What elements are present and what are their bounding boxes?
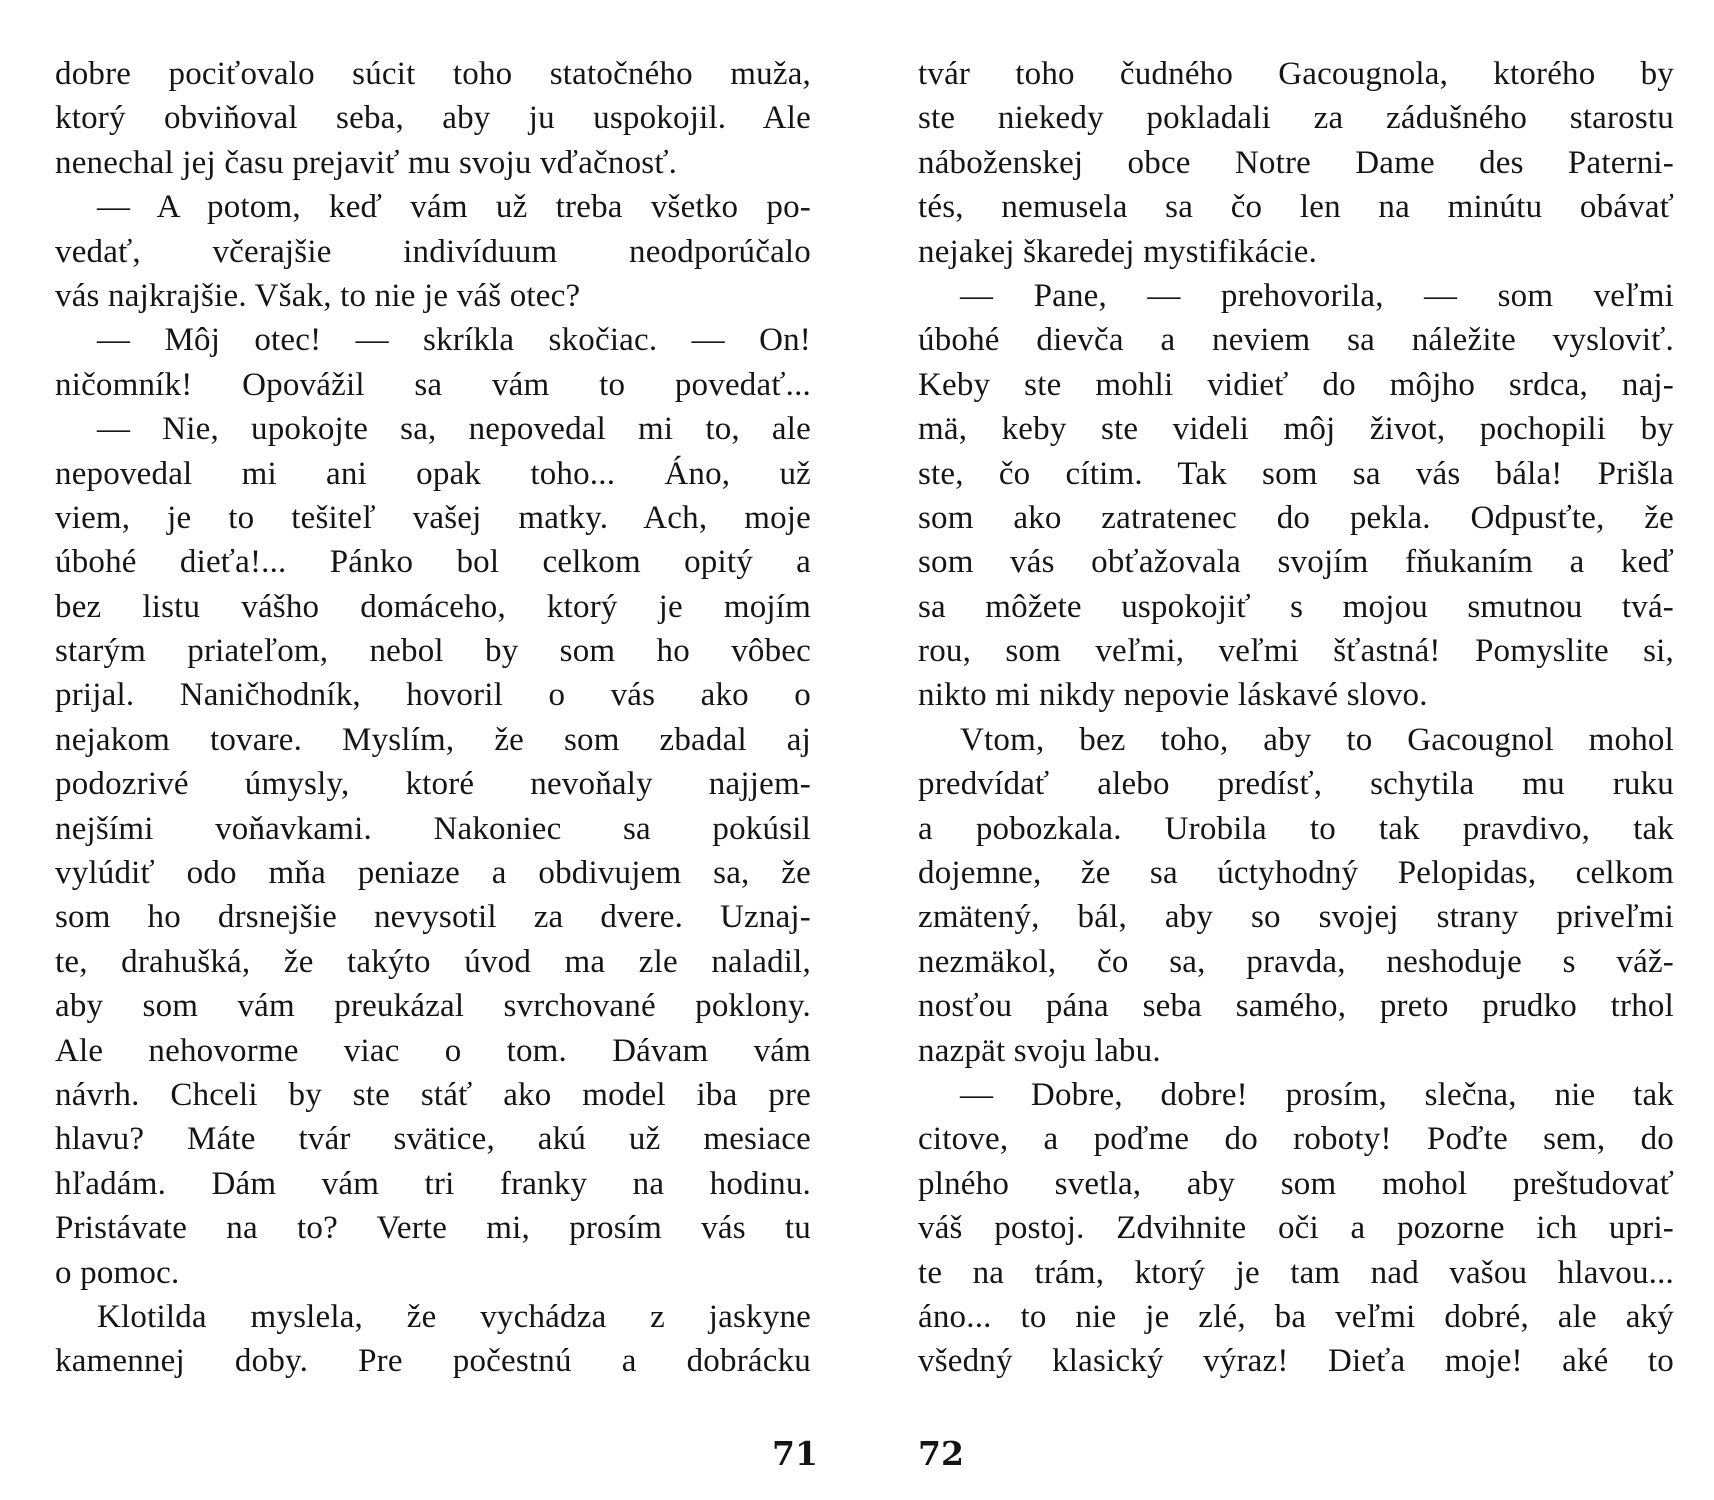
text-line: nikto mi nikdy nepovie láskavé slovo. [918,677,1428,714]
text-line: ničomník! Opovážil sa vám to povedať... [55,366,811,403]
text-line: tés, nemusela sa čo len na minútu obávať [918,189,1674,226]
text-line: vylúdiť odo mňa peniaze a obdivujem sa, že [55,855,811,892]
text-line: Klotilda myslela, že vychádza z jaskyne [97,1298,811,1335]
text-line: a pobozkala. Urobila to tak pravdivo, tak [918,810,1674,847]
text-line: nejakej škaredej mystifikácie. [918,233,1318,270]
text-line: všedný klasický výraz! Dieťa moje! aké to [918,1343,1674,1380]
text-line: som ako zatratenec do pekla. Odpusťte, že [918,499,1674,536]
text-line: kamennej doby. Pre počestnú a dobrácku [55,1343,811,1380]
text-line: viem, je to tešiteľ vašej matky. Ach, moje [55,499,811,536]
text-line: zmätený, bál, aby so svojej strany priveľmi [918,899,1674,936]
text-line: ste, čo cítim. Tak som sa vás bála! Prišla [918,455,1674,492]
text-line: nenechal jej času prejaviť mu svoju vďačnosť. [55,144,678,181]
text-line: predvídať alebo predísť, schytila mu ruku [918,766,1674,803]
text-line: o pomoc. [55,1254,180,1291]
text-line: Pristávate na to? Verte mi, prosím vás tu [55,1210,811,1247]
text-line: návrh. Chceli by ste stáť ako model iba pre [55,1076,811,1113]
text-line: hľadám. Dám vám tri franky na hodinu. [55,1165,811,1202]
right-page-number: 72 [918,1434,964,1473]
text-line: vás najkrajšie. Však, to nie je váš otec? [55,277,581,314]
text-line: Keby ste mohli vidieť do môjho srdca, naj- [918,366,1674,403]
text-line: nejakom tovare. Myslím, že som zbadal aj [55,721,811,758]
text-line: prijal. Naničhodník, hovoril o vás ako o [55,677,811,714]
text-line: — Nie, upokojte sa, nepovedal mi to, ale [97,411,811,448]
text-line: náboženskej obce Notre Dame des Paterni- [918,144,1674,181]
text-line: rou, som veľmi, veľmi šťastná! Pomyslite si, [918,633,1674,670]
text-line: nosťou pána seba samého, preto prudko trhol [918,988,1674,1025]
text-line: mä, keby ste videli môj život, pochopili by [918,411,1674,448]
text-line: — A potom, keď vám už treba všetko po- [97,189,811,226]
text-line: úbohé dievča a neviem sa náležite vysloviť. [918,322,1674,359]
right-page [918,52,1674,1384]
text-line: nazpät svoju labu. [918,1032,1161,1069]
text-line: dobre pociťovalo súcit toho statočného muža, [55,56,811,92]
left-page-number: 71 [772,1434,818,1473]
text-line: hlavu? Máte tvár svätice, akú už mesiace [55,1121,811,1158]
text-line: dojemne, že sa úctyhodný Pelopidas, celkom [918,855,1674,892]
text-line: ktorý obviňoval seba, aby ju uspokojil. Ale [55,100,811,137]
text-line: som ho drsnejšie nevysotil za dvere. Uznaj- [55,899,811,936]
text-line: Vtom, bez toho, aby to Gacougnol mohol [960,721,1674,758]
text-line: — Dobre, dobre! prosím, slečna, nie tak [960,1076,1674,1113]
text-line: úbohé dieťa!... Pánko bol celkom opitý a [55,544,811,581]
text-line: plného svetla, aby som mohol preštudovať [918,1165,1674,1202]
text-line: te na trám, ktorý je tam nad vašou hlavou... [918,1254,1674,1291]
text-line: podozrivé úmysly, ktoré nevoňaly najjem- [55,766,811,803]
text-line: bez listu vášho domáceho, ktorý je mojím [55,588,811,625]
text-line: — Môj otec! — skríkla skočiac. — On! [97,322,811,359]
text-line: Ale nehovorme viac o tom. Dávam vám [55,1032,811,1069]
text-line: starým priateľom, nebol by som ho vôbec [55,633,811,670]
text-line: váš postoj. Zdvihnite oči a pozorne ich upri- [918,1210,1674,1247]
text-line: sa môžete uspokojiť s mojou smutnou tvá- [918,588,1674,625]
text-line: citove, a poďme do roboty! Poďte sem, do [918,1121,1674,1158]
text-line: nejšími voňavkami. Nakoniec sa pokúsil [55,810,811,847]
text-line: nezmäkol, čo sa, pravda, neshoduje s váž- [918,943,1674,980]
text-line: vedať, včerajšie indivíduum neodporúčalo [55,233,811,270]
text-line: áno... to nie je zlé, ba veľmi dobré, ale aký [918,1298,1674,1335]
text-line: — Pane, — prehovorila, — som veľmi [960,277,1674,314]
text-line: tvár toho čudného Gacougnola, ktorého by [918,56,1674,92]
text-line: te, drahušká, že takýto úvod ma zle naladil, [55,943,811,980]
text-line: som vás obťažovala svojím fňukaním a keď [918,544,1674,581]
text-line: ste niekedy pokladali za zádušného starostu [918,100,1674,137]
text-line: nepovedal mi ani opak toho... Áno, už [55,455,811,492]
text-line: aby som vám preukázal svrchované poklony. [55,988,811,1025]
left-page [55,52,811,1384]
